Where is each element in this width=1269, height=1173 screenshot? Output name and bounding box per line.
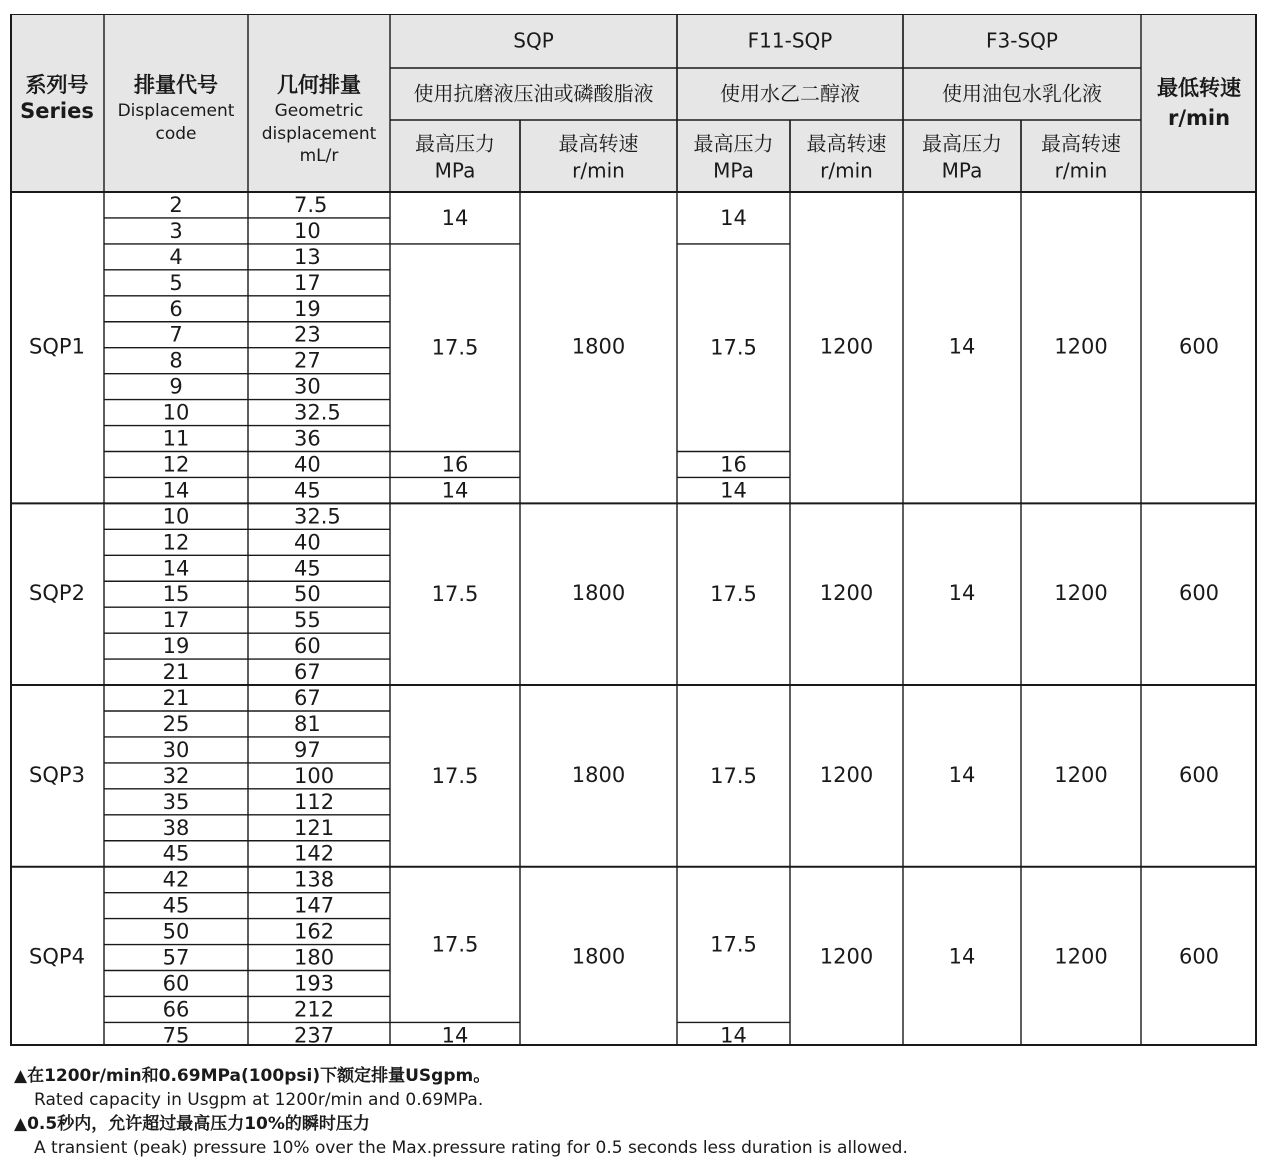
- geometric-displacement: 45: [294, 556, 321, 581]
- f3-max-speed: 1200: [1054, 762, 1108, 787]
- sqp-max-speed: 1800: [571, 944, 626, 969]
- geometric-displacement: 60: [294, 634, 321, 659]
- max-pressure-header: 最高压力: [693, 131, 774, 156]
- f11-max-pressure: 14: [720, 205, 747, 230]
- geometric-displacement: 180: [294, 945, 335, 970]
- max-pressure-unit: MPa: [434, 158, 476, 183]
- max-speed-unit: r/min: [572, 158, 625, 183]
- spec-table: [10, 14, 1257, 1046]
- sqp-max-pressure: 17.5: [431, 335, 479, 360]
- displacement-code: 8: [169, 348, 183, 373]
- displacement-code: 2: [169, 192, 183, 217]
- sqp-max-speed: 1800: [571, 762, 626, 787]
- geometric-displacement: 36: [294, 426, 321, 451]
- geometric-displacement: 121: [294, 815, 335, 840]
- group-header-f11-sqp: F11-SQP: [747, 28, 833, 53]
- geometric-displacement: 40: [294, 530, 321, 555]
- series-header-zh: 系列号: [25, 73, 89, 97]
- f11-max-speed: 1200: [819, 581, 874, 606]
- f11-max-pressure: 14: [720, 1023, 747, 1046]
- max-speed-header: 最高转速: [806, 131, 887, 156]
- sqp-max-pressure: 14: [441, 478, 469, 503]
- displacement-code: 32: [162, 763, 190, 788]
- displacement-code: 17: [162, 608, 190, 633]
- geometric-displacement: 32.5: [294, 400, 341, 425]
- displacement-code: 9: [169, 374, 183, 399]
- geometric-displacement: 23: [294, 322, 321, 347]
- max-speed-unit: r/min: [820, 158, 873, 183]
- displacement-code: 45: [162, 893, 190, 918]
- f3-max-pressure: 14: [948, 944, 976, 969]
- f3-max-pressure: 14: [948, 762, 976, 787]
- sqp-max-speed: 1800: [571, 581, 626, 606]
- geometric-displacement: 147: [294, 893, 335, 918]
- series-header-en: Series: [20, 99, 94, 123]
- displacement-code: 6: [169, 296, 183, 321]
- displacement-code: 45: [162, 841, 190, 866]
- geometric-displacement: 237: [294, 1023, 335, 1046]
- f3-max-speed: 1200: [1054, 944, 1108, 969]
- geometric-displacement: 162: [294, 919, 335, 944]
- group-fluid-f11-sqp: 使用水乙二醇液: [720, 81, 860, 106]
- sqp-max-speed: 1800: [571, 334, 626, 359]
- code-header-en-1: Displacement: [117, 101, 235, 121]
- geometric-displacement: 10: [294, 218, 321, 243]
- disp-header-zh: 几何排量: [277, 73, 361, 97]
- displacement-code: 14: [162, 478, 190, 503]
- max-pressure-header: 最高压力: [922, 131, 1002, 156]
- f11-max-pressure: 17.5: [710, 763, 757, 788]
- displacement-code: 66: [162, 997, 190, 1022]
- geometric-displacement: 13: [294, 244, 321, 269]
- displacement-code: 57: [162, 945, 190, 970]
- displacement-code: 14: [162, 556, 190, 581]
- f11-max-speed: 1200: [819, 334, 874, 359]
- footnotes: [14, 1064, 1254, 1160]
- max-speed-header: 最高转速: [558, 131, 639, 156]
- f11-max-pressure: 17.5: [710, 932, 757, 957]
- min-speed: 600: [1178, 334, 1220, 359]
- sqp-max-pressure: 17.5: [431, 932, 479, 957]
- geometric-displacement: 50: [294, 582, 321, 607]
- note-1-en: Rated capacity in Usgpm at 1200r/min and 0.69MPa.: [34, 1090, 484, 1110]
- sqp-max-pressure: 16: [441, 452, 469, 477]
- geometric-displacement: 32.5: [294, 504, 341, 529]
- f3-max-speed: 1200: [1054, 334, 1108, 359]
- geometric-displacement: 45: [294, 478, 321, 503]
- displacement-code: 4: [169, 244, 183, 269]
- min-speed-unit: r/min: [1167, 106, 1231, 130]
- geometric-displacement: 193: [294, 971, 335, 996]
- geometric-displacement: 30: [294, 374, 321, 399]
- min-speed: 600: [1178, 581, 1220, 606]
- series-name-sqp4: SQP4: [29, 944, 85, 969]
- displacement-code: 10: [162, 400, 190, 425]
- disp-header-en-1: Geometric: [274, 101, 364, 121]
- displacement-code: 50: [162, 919, 190, 944]
- geometric-displacement: 81: [294, 711, 321, 736]
- geometric-displacement: 19: [294, 296, 321, 321]
- displacement-code: 15: [162, 582, 190, 607]
- geometric-displacement: 40: [294, 452, 321, 477]
- geometric-displacement: 100: [294, 763, 335, 788]
- displacement-code: 35: [162, 789, 190, 814]
- displacement-code: 7: [169, 322, 183, 347]
- series-name-sqp2: SQP2: [29, 581, 85, 606]
- sqp-max-pressure: 14: [441, 1023, 469, 1046]
- geometric-displacement: 17: [294, 270, 321, 295]
- max-pressure-unit: MPa: [941, 158, 983, 183]
- geometric-displacement: 67: [294, 660, 321, 685]
- geometric-displacement: 55: [294, 608, 321, 633]
- displacement-code: 10: [162, 504, 190, 529]
- displacement-code: 12: [162, 530, 190, 555]
- min-speed: 600: [1178, 944, 1220, 969]
- disp-header-unit: mL/r: [299, 146, 339, 166]
- displacement-code: 42: [162, 867, 190, 892]
- geometric-displacement: 7.5: [294, 192, 328, 217]
- displacement-code: 12: [162, 452, 190, 477]
- sqp-max-pressure: 17.5: [431, 763, 479, 788]
- geometric-displacement: 67: [294, 686, 321, 711]
- min-speed: 600: [1178, 762, 1220, 787]
- min-speed-header: 最低转速: [1157, 76, 1241, 100]
- series-name-sqp1: SQP1: [29, 334, 85, 359]
- f3-max-speed: 1200: [1054, 581, 1108, 606]
- displacement-code: 21: [162, 686, 190, 711]
- group-fluid-f3-sqp: 使用油包水乳化液: [942, 81, 1102, 106]
- displacement-code: 5: [169, 270, 183, 295]
- note-2-zh: ▲0.5秒内，允许超过最高压力10%的瞬时压力: [14, 1114, 370, 1134]
- series-name-sqp3: SQP3: [29, 762, 85, 787]
- max-speed-unit: r/min: [1054, 158, 1108, 183]
- f11-max-pressure: 14: [720, 478, 747, 503]
- displacement-code: 38: [162, 815, 190, 840]
- displacement-code: 21: [162, 660, 190, 685]
- max-speed-header: 最高转速: [1041, 131, 1121, 156]
- displacement-code: 25: [162, 711, 190, 736]
- geometric-displacement: 142: [294, 841, 335, 866]
- geometric-displacement: 27: [294, 348, 321, 373]
- spec-table-grid: [10, 14, 1257, 1046]
- f11-max-pressure: 17.5: [710, 582, 757, 607]
- geometric-displacement: 112: [294, 789, 335, 814]
- group-header-f3-sqp: F3-SQP: [986, 28, 1058, 53]
- disp-header-en-2: displacement: [261, 124, 377, 144]
- displacement-code: 11: [162, 426, 190, 451]
- code-header-zh: 排量代号: [134, 73, 218, 97]
- f11-max-speed: 1200: [819, 762, 874, 787]
- displacement-code: 75: [162, 1023, 190, 1046]
- geometric-displacement: 97: [294, 737, 321, 762]
- f3-max-pressure: 14: [948, 334, 976, 359]
- max-pressure-unit: MPa: [713, 158, 754, 183]
- displacement-code: 19: [162, 634, 190, 659]
- sqp-max-pressure: 17.5: [431, 582, 479, 607]
- group-header-sqp: SQP: [513, 28, 554, 53]
- note-2-en: A transient (peak) pressure 10% over the Max.pressure rating for 0.5 seconds less duration is allowed.: [34, 1138, 908, 1158]
- max-pressure-header: 最高压力: [415, 131, 495, 156]
- geometric-displacement: 212: [294, 997, 335, 1022]
- f11-max-pressure: 17.5: [710, 335, 757, 360]
- f11-max-pressure: 16: [720, 452, 747, 477]
- displacement-code: 30: [162, 737, 190, 762]
- f3-max-pressure: 14: [948, 581, 976, 606]
- f11-max-speed: 1200: [819, 944, 874, 969]
- code-header-en-2: code: [155, 124, 197, 144]
- sqp-max-pressure: 14: [441, 205, 469, 230]
- note-1-zh: ▲在1200r/min和0.69MPa(100psi)下额定排量USgpm。: [14, 1066, 491, 1086]
- geometric-displacement: 138: [294, 867, 335, 892]
- displacement-code: 3: [169, 218, 183, 243]
- group-fluid-sqp: 使用抗磨液压油或磷酸脂液: [413, 81, 654, 106]
- displacement-code: 60: [162, 971, 190, 996]
